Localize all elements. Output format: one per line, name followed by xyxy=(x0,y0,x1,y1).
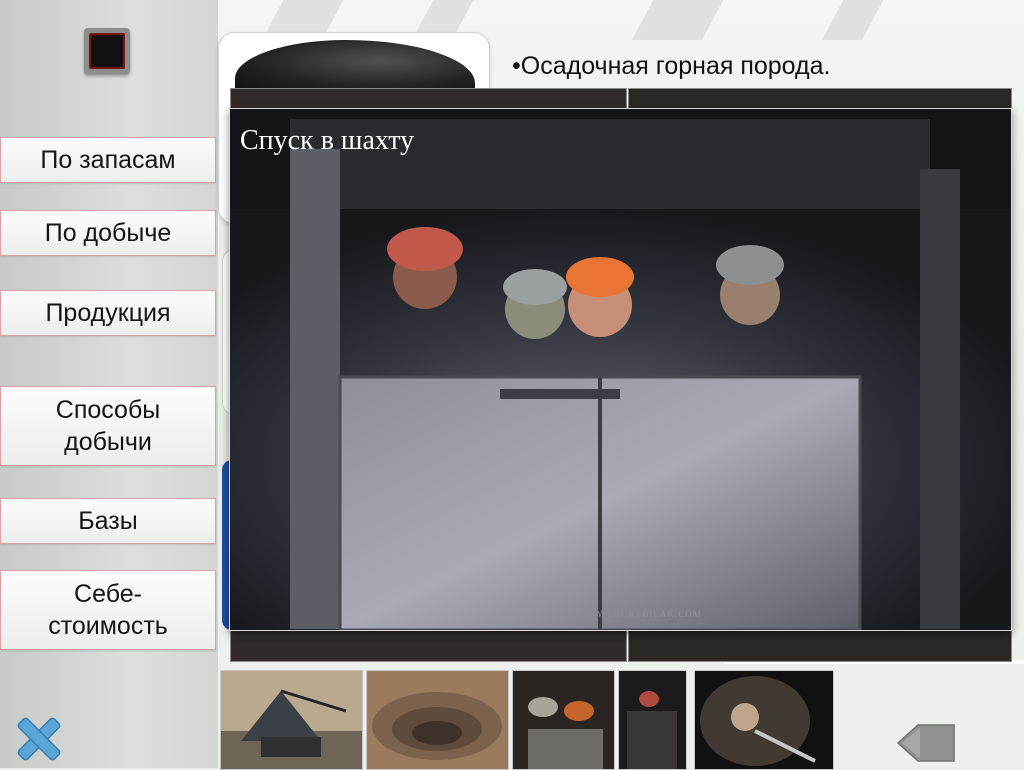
thumbnail-miners-group[interactable] xyxy=(512,670,615,770)
nav-button-label: Способы добычи xyxy=(55,395,161,456)
photo-watermark: WWW.YOURYBILAK.COM xyxy=(575,609,702,619)
back-arrow-icon[interactable] xyxy=(896,722,958,764)
photo-caption: Спуск в шахту xyxy=(240,125,415,156)
miners-group-image xyxy=(513,671,614,769)
nav-button-cost[interactable] xyxy=(0,570,216,650)
open-pit-image xyxy=(367,671,508,769)
mine-descent-photo[interactable] xyxy=(229,108,1012,631)
mine-tunnel-image xyxy=(619,671,686,769)
miner-drilling-image xyxy=(695,671,833,769)
thumbnail-open-pit[interactable] xyxy=(366,670,509,770)
thumbnail-miner-drilling[interactable] xyxy=(694,670,834,770)
close-icon[interactable] xyxy=(12,712,66,766)
nav-button-label: Продукция xyxy=(45,298,171,327)
nav-button-reserves[interactable] xyxy=(0,137,216,183)
nav-button-mining-methods[interactable] xyxy=(0,386,216,466)
nav-button-label: По добыче xyxy=(44,218,172,247)
mine-photo-image xyxy=(230,109,1011,630)
nav-button-production-volume[interactable] xyxy=(0,210,216,256)
nav-button-label: Базы xyxy=(78,506,138,535)
navigation-sidebar xyxy=(0,0,219,768)
thumbnail-excavator[interactable] xyxy=(220,670,363,770)
nav-button-label: По запасам xyxy=(40,145,176,174)
bullet-text: •Осадочная горная порода. xyxy=(512,52,831,80)
nav-button-bases[interactable] xyxy=(0,498,216,544)
stop-icon xyxy=(89,33,125,69)
nav-button-label: Себе- стоимость xyxy=(48,579,168,640)
stop-button[interactable] xyxy=(84,28,130,74)
excavator-image xyxy=(221,671,362,769)
nav-button-products[interactable] xyxy=(0,290,216,336)
thumbnail-mine-tunnel[interactable] xyxy=(618,670,687,770)
